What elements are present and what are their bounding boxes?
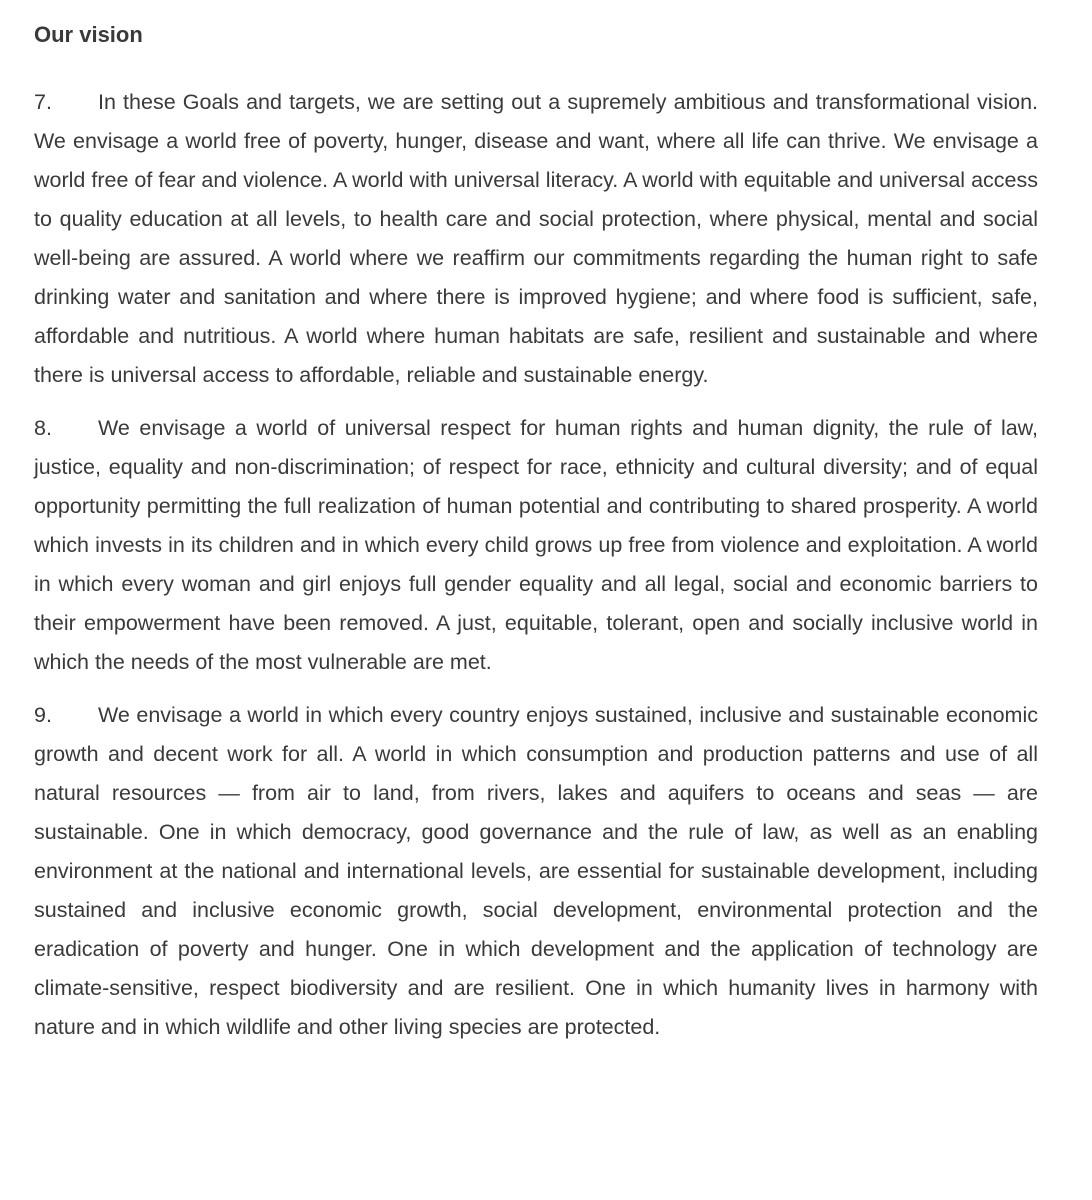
document-page <box>34 18 1038 1047</box>
paragraph-8 <box>34 409 1038 682</box>
section-heading: Our vision <box>34 22 143 47</box>
paragraph-text: We envisage a world in which every country enjoys sustained, inclusive and sustainable economic growth and decent work for all. A world in which consumption and production patterns and use of all natural resources — from air to land, from rivers, lakes and aquifers to oceans and seas — are sustainable. One in which democracy, good governance and the rule of law, as well as an enabling environment at the national and international levels, are essential for sustainable development, including sustained and inclusive economic growth, social development, environmental protection and the eradication of poverty and hunger. One in which development and the application of technology are climate-sensitive, respect biodiversity and are resilient. One in which humanity lives in harmony with nature and in which wildlife and other living species are protected. <box>34 703 1038 1039</box>
paragraph-9 <box>34 696 1038 1047</box>
paragraph-text: In these Goals and targets, we are setting out a supremely ambitious and transformational vision. We envisage a world free of poverty, hunger, disease and want, where all life can thrive. We envisage a world free of fear and violence. A world with universal literacy. A world with equitable and universal access to quality education at all levels, to health care and social protection, where physical, mental and social well-being are assured. A world where we reaffirm our commitments regarding the human right to safe drinking water and sanitation and where there is improved hygiene; and where food is sufficient, safe, affordable and nutritious. A world where human habitats are safe, resilient and sustainable and where there is universal access to affordable, reliable and sustainable energy. <box>34 90 1038 387</box>
paragraph-number: 8. <box>34 416 52 440</box>
paragraph-number: 9. <box>34 703 52 727</box>
paragraph-number: 7. <box>34 90 52 114</box>
paragraph-text: We envisage a world of universal respect for human rights and human dignity, the rule of law, justice, equality and non-discrimination; of respect for race, ethnicity and cultural diversity; and of equal opportunity permitting the full realization of human potential and contributing to shared prosperity. A world which invests in its children and in which every child grows up free from violence and exploitation. A world in which every woman and girl enjoys full gender equality and all legal, social and economic barriers to their empowerment have been removed. A just, equitable, tolerant, open and socially inclusive world in which the needs of the most vulnerable are met. <box>34 416 1038 674</box>
paragraph-7 <box>34 83 1038 395</box>
